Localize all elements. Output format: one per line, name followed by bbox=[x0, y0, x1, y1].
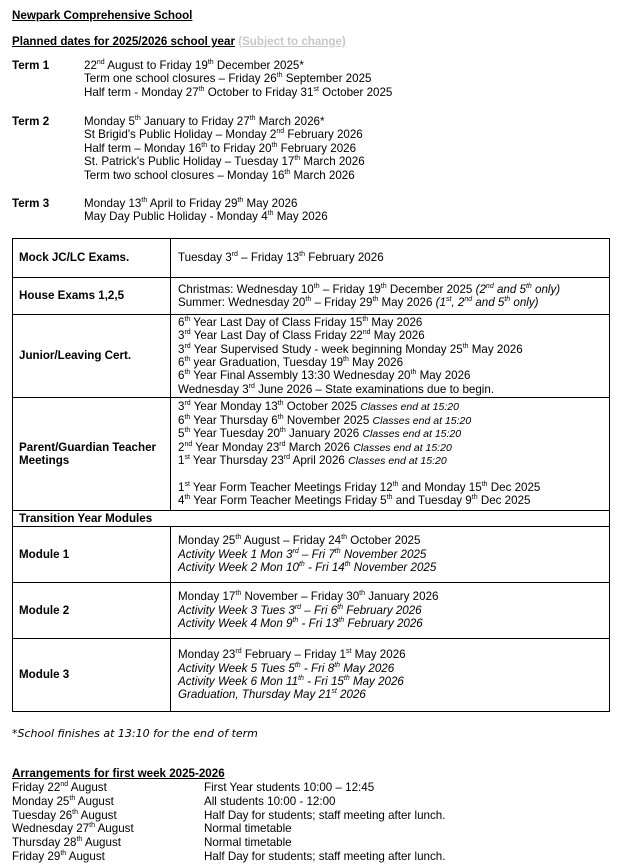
ordinal-suffix: nd bbox=[96, 59, 105, 67]
house-exams-label: House Exams 1,2,5 bbox=[13, 278, 171, 315]
text-segment: October 2025 bbox=[318, 85, 393, 99]
ordinal-suffix: th bbox=[344, 561, 351, 569]
text-segment: May 2026 bbox=[243, 197, 298, 210]
text-segment: Wednesday 3 bbox=[178, 382, 249, 396]
text-segment: Monday 5 bbox=[84, 115, 135, 128]
text-segment: 3 bbox=[178, 329, 185, 343]
text-line bbox=[178, 427, 609, 440]
ordinal-suffix: th bbox=[299, 251, 306, 259]
text-segment: June 2026 – State examinations due to begin. bbox=[254, 382, 495, 396]
text-segment: Year Monday 23 bbox=[192, 440, 280, 454]
ordinal-suffix: th bbox=[279, 427, 286, 435]
text-segment: August bbox=[78, 808, 117, 822]
module-2-row bbox=[13, 583, 610, 639]
text-segment: , 2 bbox=[451, 296, 465, 309]
arrangement-day bbox=[12, 795, 114, 809]
text-line bbox=[84, 128, 365, 141]
text-segment: Year Last Day of Class Friday 15 bbox=[190, 315, 363, 329]
text-segment: Half term - Monday 27 bbox=[84, 85, 199, 99]
text-segment: Activity Week 6 Mon 11 bbox=[178, 675, 299, 688]
ordinal-suffix: th bbox=[362, 315, 369, 323]
text-segment: May 2026 bbox=[416, 369, 471, 383]
text-segment: January to Friday 27 bbox=[140, 115, 250, 128]
ordinal-suffix: th bbox=[184, 413, 191, 421]
text-line bbox=[178, 316, 609, 329]
ordinal-suffix: th bbox=[334, 547, 341, 555]
text-segment: August bbox=[68, 781, 107, 794]
text-line bbox=[178, 251, 609, 264]
ordinal-suffix: th bbox=[184, 494, 191, 502]
text-segment: 4 bbox=[178, 494, 185, 508]
text-line bbox=[178, 283, 609, 296]
ordinal-suffix: th bbox=[249, 115, 256, 123]
ordinal-suffix: th bbox=[271, 141, 278, 149]
text-line bbox=[178, 617, 609, 630]
ordinal-suffix: th bbox=[237, 197, 244, 205]
text-segment: - Fri 14 bbox=[304, 561, 345, 575]
ty-header-row bbox=[13, 511, 610, 527]
text-segment: August bbox=[94, 822, 134, 836]
arrangement-detail: Half Day for students; staff meeting after lunch. bbox=[204, 850, 446, 863]
text-segment: Monday 25 bbox=[12, 794, 70, 808]
text-segment: – Fri 6 bbox=[301, 603, 338, 617]
text-segment: Term two school closures – Monday 16 bbox=[84, 168, 285, 182]
text-segment: Year Thursday 23 bbox=[189, 454, 284, 467]
text-segment: September 2025 bbox=[282, 72, 372, 86]
text-segment: August bbox=[82, 836, 121, 850]
ordinal-suffix: th bbox=[235, 590, 242, 598]
arrangement-row bbox=[12, 809, 612, 823]
module-1-dates bbox=[171, 527, 610, 583]
text-segment: – Friday 19 bbox=[319, 282, 381, 296]
text-segment: Year Last Day of Class Friday 22 bbox=[190, 329, 363, 343]
text-segment: November 2025 bbox=[340, 547, 427, 561]
ordinal-suffix: nd bbox=[276, 128, 285, 136]
text-segment: May 2026 bbox=[273, 210, 328, 224]
text-segment: Activity Week 5 Tues 5 bbox=[178, 661, 295, 675]
ordinal-suffix: nd bbox=[362, 329, 371, 337]
text-segment: Year Thursday 6 bbox=[190, 413, 278, 427]
arrangement-row bbox=[12, 795, 612, 809]
text-segment: 6 bbox=[178, 413, 185, 427]
text-line bbox=[84, 169, 365, 182]
text-segment: 6 bbox=[178, 369, 185, 383]
text-segment: (2 bbox=[475, 282, 486, 296]
ordinal-suffix: th bbox=[343, 356, 349, 364]
text-segment: August to Friday 19 bbox=[104, 59, 208, 72]
text-segment: March 2026 bbox=[300, 155, 365, 169]
ordinal-suffix: th bbox=[504, 296, 511, 304]
text-line bbox=[178, 561, 609, 574]
text-line bbox=[178, 548, 609, 561]
ordinal-suffix: th bbox=[184, 369, 191, 377]
ordinal-suffix: st bbox=[331, 688, 337, 696]
text-segment: August bbox=[75, 794, 114, 808]
text-segment: (1 bbox=[435, 296, 446, 309]
text-segment: April 2026 bbox=[290, 454, 349, 467]
text-segment: St. Patrick's Public Holiday – Tuesday 17 bbox=[84, 155, 295, 169]
ordinal-suffix: th bbox=[207, 59, 214, 67]
text-segment: year Graduation, Tuesday 19 bbox=[190, 356, 344, 369]
text-segment: - Fri 8 bbox=[300, 661, 335, 675]
text-segment: only) bbox=[531, 282, 561, 296]
text-segment: - Fri 13 bbox=[298, 617, 339, 631]
ty-modules-header: Transition Year Modules bbox=[13, 511, 610, 527]
ptm-label: Parent/Guardian Teacher Meetings bbox=[13, 398, 171, 511]
module-3-row bbox=[13, 639, 610, 712]
ordinal-suffix: th bbox=[359, 590, 365, 598]
text-line bbox=[178, 414, 609, 427]
text-line bbox=[178, 481, 609, 494]
text-segment: Monday 25 bbox=[178, 534, 236, 548]
text-segment: and 5 bbox=[493, 282, 526, 296]
junior-leaving-dates bbox=[171, 315, 610, 398]
module-1-row bbox=[13, 527, 610, 583]
ordinal-suffix: th bbox=[462, 342, 469, 350]
module-3-dates bbox=[171, 639, 610, 712]
ordinal-suffix: th bbox=[343, 675, 350, 683]
mock-exams-row bbox=[13, 239, 610, 278]
text-segment: August – Friday 24 bbox=[241, 534, 342, 548]
arrangement-detail: First Year students 10:00 – 12:45 bbox=[204, 781, 375, 794]
term-3-lines bbox=[84, 197, 328, 224]
ordinal-suffix: nd bbox=[485, 282, 494, 290]
text-segment: Friday 22 bbox=[12, 781, 61, 794]
ordinal-suffix: th bbox=[89, 822, 95, 830]
text-segment: Tuesday 26 bbox=[12, 808, 73, 822]
text-segment: Wednesday 27 bbox=[12, 822, 90, 836]
arrangement-detail: Normal timetable bbox=[204, 836, 292, 850]
text-line bbox=[178, 356, 609, 369]
arrangement-row bbox=[12, 850, 612, 864]
text-segment: 6 bbox=[178, 356, 185, 369]
text-segment: Activity Week 3 Tues 3 bbox=[178, 603, 295, 617]
ordinal-suffix: th bbox=[338, 617, 345, 625]
text-segment: November 2025 bbox=[350, 561, 437, 575]
ordinal-suffix: th bbox=[525, 282, 532, 290]
ordinal-suffix: rd bbox=[279, 440, 286, 448]
text-segment: November – Friday 30 bbox=[241, 590, 360, 604]
text-segment: March 2026* bbox=[255, 115, 325, 128]
text-segment: - Fri 15 bbox=[303, 675, 344, 688]
text-segment: December 2025* bbox=[213, 59, 304, 72]
module-2-dates bbox=[171, 583, 610, 639]
text-segment: May 2026 bbox=[349, 675, 404, 688]
text-segment: February – Friday 1 bbox=[241, 648, 346, 662]
ordinal-suffix: th bbox=[76, 836, 83, 844]
ordinal-suffix: th bbox=[481, 480, 488, 488]
text-segment: February 2026 bbox=[284, 128, 363, 142]
ordinal-suffix: th bbox=[267, 210, 274, 218]
classes-end-note: Classes end at 15:20 bbox=[360, 401, 459, 414]
term-2-lines bbox=[84, 115, 365, 182]
text-segment: May 2026 bbox=[370, 329, 425, 343]
module-3-label: Module 3 bbox=[13, 639, 171, 712]
ordinal-suffix: th bbox=[298, 561, 305, 569]
text-segment: 3 bbox=[178, 400, 185, 414]
text-line bbox=[178, 648, 609, 661]
ordinal-suffix: th bbox=[184, 315, 191, 323]
ptm-row bbox=[13, 398, 610, 511]
ordinal-suffix: rd bbox=[294, 603, 302, 611]
classes-end-note: Classes end at 15:20 bbox=[372, 414, 472, 427]
arrangement-row bbox=[12, 836, 612, 850]
dates-table bbox=[12, 238, 610, 712]
ordinal-suffix: th bbox=[284, 168, 291, 176]
text-segment: Friday 29 bbox=[12, 850, 61, 863]
text-segment: 22 bbox=[84, 59, 97, 72]
ordinal-suffix: nd bbox=[464, 296, 473, 304]
text-segment: August bbox=[66, 850, 105, 863]
text-segment: only) bbox=[510, 296, 539, 309]
ordinal-suffix: th bbox=[334, 661, 341, 669]
ordinal-suffix: th bbox=[292, 617, 299, 625]
text-segment: Monday 17 bbox=[178, 590, 236, 604]
text-line bbox=[178, 296, 609, 309]
arrangement-day bbox=[12, 850, 105, 864]
ordinal-suffix: rd bbox=[248, 382, 255, 390]
text-segment: Activity Week 1 Mon 3 bbox=[178, 547, 293, 561]
ordinal-suffix: th bbox=[410, 369, 417, 377]
text-segment: Year Tuesday 20 bbox=[190, 427, 280, 441]
subject-to-change-note: (Subject to change) bbox=[238, 35, 346, 48]
text-line bbox=[84, 72, 392, 85]
text-line bbox=[178, 590, 609, 603]
text-segment: Christmas: Wednesday 10 bbox=[178, 282, 314, 296]
term-1-label: Term 1 bbox=[12, 59, 50, 72]
mock-exams-label: Mock JC/LC Exams. bbox=[13, 239, 171, 278]
classes-end-note: Classes end at 15:20 bbox=[362, 428, 462, 441]
text-segment: Year Supervised Study - week beginning Monday 25 bbox=[190, 342, 463, 356]
ordinal-suffix: th bbox=[313, 282, 320, 290]
text-line bbox=[178, 675, 609, 688]
text-segment: Dec 2025 bbox=[477, 494, 531, 508]
mock-exams-dates bbox=[171, 239, 610, 278]
text-line bbox=[178, 467, 609, 480]
ordinal-suffix: th bbox=[184, 427, 191, 435]
ordinal-suffix: th bbox=[201, 141, 208, 149]
text-segment: Thursday 28 bbox=[12, 836, 77, 850]
text-segment: Tuesday 3 bbox=[178, 251, 232, 265]
text-segment: 5 bbox=[178, 427, 185, 441]
house-exams-row bbox=[13, 278, 610, 315]
ordinal-suffix: rd bbox=[184, 329, 191, 337]
ordinal-suffix: rd bbox=[235, 648, 242, 656]
text-line bbox=[178, 494, 609, 507]
text-line bbox=[178, 343, 609, 356]
arrangement-detail: Half Day for students; staff meeting after lunch. bbox=[204, 808, 446, 822]
footnote: *School finishes at 13:10 for the end of term bbox=[12, 727, 258, 740]
text-segment: October 2025 bbox=[346, 534, 421, 548]
ptm-dates bbox=[171, 398, 610, 511]
text-segment: – Fri 7 bbox=[298, 547, 335, 561]
ordinal-suffix: th bbox=[141, 197, 148, 205]
school-name: Newpark Comprehensive School bbox=[12, 9, 193, 22]
text-segment: 1 bbox=[178, 454, 185, 467]
text-line bbox=[84, 142, 365, 155]
planned-title: Planned dates for 2025/2026 school year bbox=[12, 35, 235, 48]
text-segment: Year Monday 13 bbox=[190, 400, 278, 414]
text-segment: 3 bbox=[178, 342, 185, 356]
ordinal-suffix: nd bbox=[60, 781, 69, 789]
ordinal-suffix: th bbox=[298, 675, 304, 683]
junior-leaving-row bbox=[13, 315, 610, 398]
text-segment: January 2026 bbox=[364, 590, 439, 604]
ordinal-suffix: th bbox=[276, 72, 283, 80]
arrangements-title: Arrangements for first week 2025-2026 bbox=[12, 767, 225, 780]
ordinal-suffix: th bbox=[392, 480, 399, 488]
text-line bbox=[84, 59, 392, 72]
ordinal-suffix: st bbox=[445, 296, 452, 304]
text-line bbox=[178, 369, 609, 382]
ordinal-suffix: st bbox=[184, 480, 190, 488]
ordinal-suffix: rd bbox=[292, 547, 299, 555]
text-segment: Monday 13 bbox=[84, 197, 142, 210]
ordinal-suffix: th bbox=[471, 494, 478, 502]
text-segment: February 2026 bbox=[305, 251, 384, 265]
text-segment: Summer: Wednesday 20 bbox=[178, 296, 306, 309]
text-segment: Year Form Teacher Meetings Friday 5 bbox=[190, 494, 387, 508]
ordinal-suffix: th bbox=[60, 850, 67, 858]
text-segment: May 2026 bbox=[468, 342, 523, 356]
ordinal-suffix: th bbox=[277, 400, 284, 408]
text-segment: February 2026 bbox=[343, 603, 422, 617]
term-3-label: Term 3 bbox=[12, 197, 50, 210]
text-line bbox=[178, 534, 609, 547]
text-line bbox=[84, 115, 365, 128]
ordinal-suffix: th bbox=[337, 603, 343, 611]
text-segment: 1 bbox=[178, 480, 185, 494]
arrangement-detail: All students 10:00 - 12:00 bbox=[204, 794, 336, 808]
ordinal-suffix: st bbox=[346, 648, 352, 656]
arrangement-day bbox=[12, 781, 107, 795]
ordinal-suffix: th bbox=[235, 534, 242, 542]
text-segment: Dec 2025 bbox=[487, 480, 541, 494]
text-segment: and Tuesday 9 bbox=[392, 494, 472, 508]
text-line bbox=[178, 400, 609, 413]
ordinal-suffix: rd bbox=[231, 251, 238, 259]
arrangement-row bbox=[12, 822, 612, 836]
text-segment: May 2026 bbox=[340, 661, 395, 675]
text-line bbox=[84, 86, 392, 99]
arrangement-day bbox=[12, 836, 121, 850]
text-line bbox=[178, 454, 609, 467]
ordinal-suffix: rd bbox=[283, 454, 291, 462]
text-segment: February 2026 bbox=[344, 617, 423, 631]
term-1-lines bbox=[84, 59, 392, 99]
text-segment: and Monday 15 bbox=[398, 480, 482, 494]
arrangement-day bbox=[12, 822, 134, 836]
arrangement-day bbox=[12, 809, 117, 823]
ordinal-suffix: th bbox=[341, 534, 347, 542]
text-segment: May 2026 bbox=[378, 296, 436, 309]
ordinal-suffix: th bbox=[134, 115, 141, 123]
ordinal-suffix: rd bbox=[184, 342, 191, 350]
ordinal-suffix: th bbox=[184, 356, 191, 364]
text-segment: Graduation, Thursday May 21 bbox=[178, 688, 332, 702]
ordinal-suffix: th bbox=[277, 413, 284, 421]
text-line bbox=[178, 688, 609, 701]
ordinal-suffix: th bbox=[294, 661, 301, 669]
ordinal-suffix: th bbox=[386, 494, 393, 502]
ordinal-suffix: th bbox=[69, 794, 76, 802]
text-line bbox=[84, 155, 365, 168]
text-segment: May Day Public Holiday - Monday 4 bbox=[84, 210, 268, 224]
text-line bbox=[178, 604, 609, 617]
text-segment: Term one school closures – Friday 26 bbox=[84, 72, 277, 86]
text-line bbox=[84, 210, 328, 223]
exam-years-note bbox=[476, 283, 561, 296]
text-segment: to Friday 20 bbox=[207, 141, 272, 155]
module-1-label: Module 1 bbox=[13, 527, 171, 583]
ordinal-suffix: th bbox=[72, 808, 78, 816]
text-segment: Year Form Teacher Meetings Friday 12 bbox=[189, 480, 393, 494]
text-segment: May 2026 bbox=[351, 648, 406, 662]
text-segment: St Brigid's Public Holiday – Monday 2 bbox=[84, 128, 277, 142]
ordinal-suffix: th bbox=[380, 282, 387, 290]
text-segment: February 2026 bbox=[277, 141, 357, 155]
exam-years-note bbox=[436, 296, 539, 309]
text-segment: April to Friday 29 bbox=[147, 197, 238, 210]
module-2-label: Module 2 bbox=[13, 583, 171, 639]
text-line bbox=[178, 662, 609, 675]
text-segment: Activity Week 4 Mon 9 bbox=[178, 617, 293, 631]
ordinal-suffix: st bbox=[313, 85, 319, 93]
text-segment: October to Friday 31 bbox=[204, 85, 314, 99]
ordinal-suffix: th bbox=[198, 85, 205, 93]
text-segment: December 2025 bbox=[386, 282, 476, 296]
text-segment: Year Final Assembly 13:30 Wednesday 20 bbox=[190, 369, 411, 383]
text-line bbox=[84, 197, 328, 210]
text-line bbox=[178, 329, 609, 342]
ordinal-suffix: st bbox=[184, 454, 190, 462]
text-line bbox=[178, 441, 609, 454]
house-exams-dates bbox=[171, 278, 610, 315]
text-segment: May 2026 bbox=[368, 315, 423, 329]
text-segment: 2026 bbox=[336, 688, 366, 702]
text-segment: 6 bbox=[178, 315, 185, 329]
text-line bbox=[178, 383, 609, 396]
arrangement-row bbox=[12, 781, 612, 795]
text-segment: March 2026 bbox=[290, 168, 355, 182]
text-segment: Half term – Monday 16 bbox=[84, 141, 202, 155]
term-2-label: Term 2 bbox=[12, 115, 50, 128]
text-segment: – Friday 13 bbox=[237, 251, 300, 265]
text-segment: 2 bbox=[178, 440, 185, 454]
classes-end-note: Classes end at 15:20 bbox=[348, 455, 447, 467]
ordinal-suffix: th bbox=[305, 296, 312, 304]
text-segment: October 2025 bbox=[283, 400, 361, 414]
text-segment: – Friday 29 bbox=[311, 296, 373, 309]
ordinal-suffix: rd bbox=[184, 400, 191, 408]
text-segment: May 2026 bbox=[348, 356, 404, 369]
ordinal-suffix: nd bbox=[184, 440, 193, 448]
text-segment: January 2026 bbox=[285, 427, 363, 441]
text-segment: Monday 23 bbox=[178, 648, 236, 662]
text-segment: March 2026 bbox=[285, 440, 354, 454]
junior-leaving-label: Junior/Leaving Cert. bbox=[13, 315, 171, 398]
planned-dates-heading bbox=[12, 35, 346, 48]
text-segment: Activity Week 2 Mon 10 bbox=[178, 561, 299, 575]
ordinal-suffix: th bbox=[372, 296, 379, 304]
text-segment: November 2025 bbox=[283, 413, 373, 427]
classes-end-note: Classes end at 15:20 bbox=[353, 441, 452, 454]
ordinal-suffix: th bbox=[294, 155, 301, 163]
text-segment: and 5 bbox=[472, 296, 505, 309]
arrangement-detail: Normal timetable bbox=[204, 822, 292, 836]
